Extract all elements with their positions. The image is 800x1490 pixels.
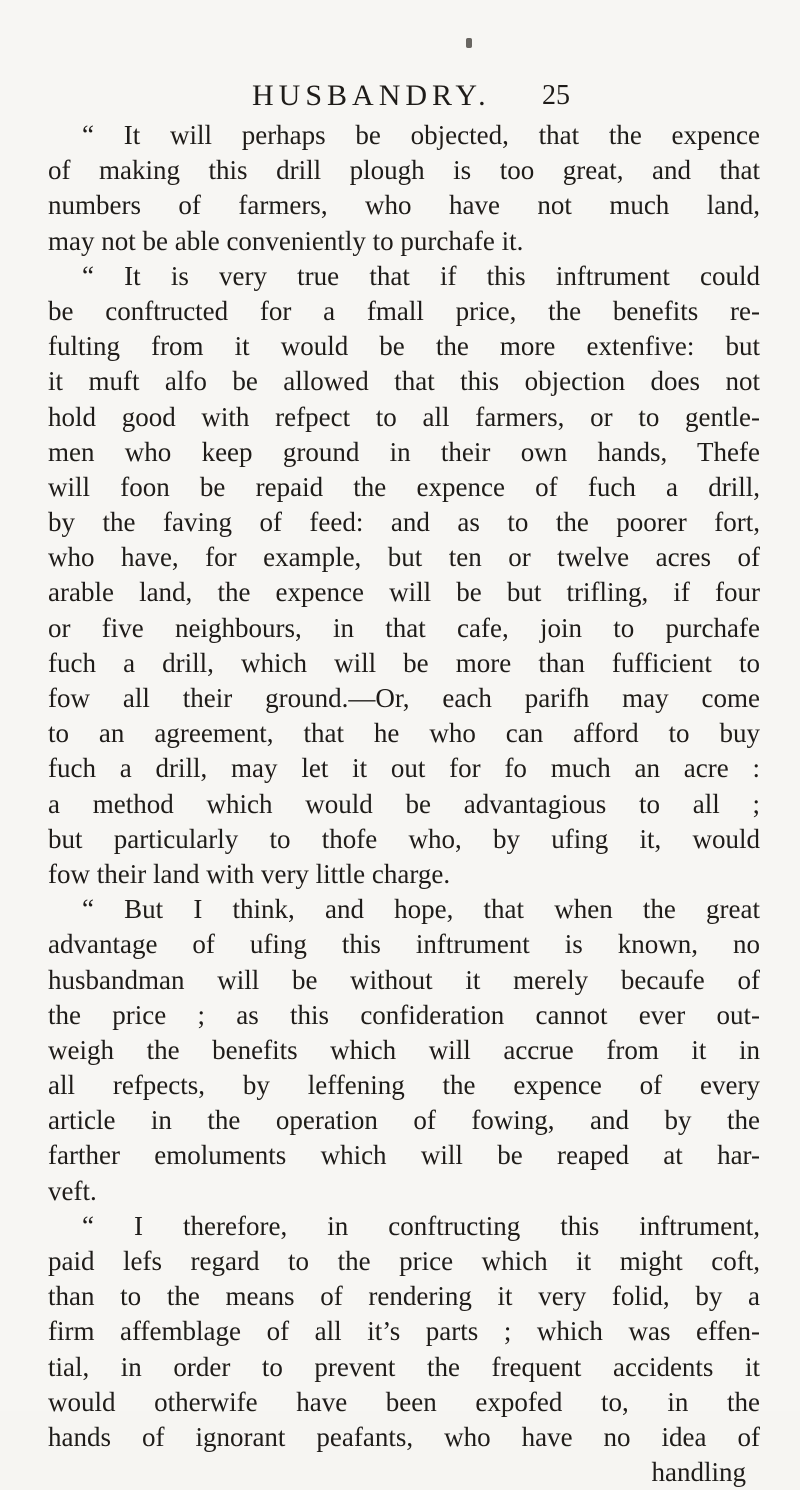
text-line: fow their land with very little charge.: [48, 858, 451, 889]
text-line: “ It is very true that if this inftrument could: [82, 260, 760, 291]
text-line: the price ; as this confideration cannot ever out-: [48, 999, 760, 1030]
text-line: all refpects, by leffening the expence of every: [48, 1070, 760, 1101]
text-line: firm affemblage of all it’s parts ; which was effen-: [48, 1316, 760, 1347]
text-line: advantage of ufing this inftrument is known, no: [48, 929, 760, 960]
text-line: weigh the benefits which will accrue from it in: [48, 1034, 760, 1065]
text-line: husbandman will be without it merely becaufe of: [48, 964, 760, 995]
running-head: HUSBANDRY.: [252, 79, 491, 112]
text-line: paid lefs regard to the price which it might coft,: [48, 1246, 760, 1276]
text-line: fulting from it would be the more extenfive: but: [48, 331, 760, 362]
text-line: “ But I think, and hope, that when the great: [82, 894, 760, 925]
text-line: by the faving of feed: and as to the poorer fort,: [48, 507, 760, 538]
text-line: hands of ignorant peafants, who have no idea of: [48, 1421, 760, 1452]
text-line: a method which would be advantagious to all ;: [48, 788, 760, 819]
text-line: numbers of farmers, who have not much land,: [48, 190, 760, 221]
text-line: arable land, the expence will be but trifling, if four: [48, 577, 760, 608]
text-line: would otherwife have been expofed to, in the: [48, 1386, 760, 1417]
text-line: will foon be repaid the expence of fuch a drill,: [48, 471, 760, 502]
text-line: men who keep ground in their own hands, Thefe: [48, 436, 760, 467]
text-line: “ I therefore, in conftructing this inftrument,: [82, 1210, 760, 1241]
page-number: 25: [542, 80, 570, 111]
catchword: handling: [651, 1457, 746, 1488]
text-line: may not be able conveniently to purchafe it.: [48, 225, 524, 256]
text-line: tial, in order to prevent the frequent accidents it: [48, 1351, 760, 1382]
text-line: fuch a drill, may let it out for fo much an acre :: [48, 753, 760, 784]
text-line: than to the means of rendering it very folid, by a: [48, 1281, 760, 1312]
text-line: hold good with refpect to all farmers, or to gentle-: [48, 401, 760, 432]
text-line: to an agreement, that he who can afford to buy: [48, 718, 760, 749]
text-line: who have, for example, but ten or twelve acres of: [48, 542, 760, 573]
page-header: [252, 76, 572, 116]
ink-mark: [466, 38, 472, 48]
text-line: fuch a drill, which will be more than fufficient to: [48, 647, 760, 678]
text-line: farther emoluments which will be reaped at har-: [48, 1140, 760, 1171]
text-line: it muft alfo be allowed that this objection does not: [48, 366, 760, 397]
body-text: [48, 118, 760, 1490]
text-line: “ It will perhaps be objected, that the expence: [82, 120, 760, 150]
text-line: fow all their ground.—Or, each parifh may come: [48, 683, 760, 713]
text-line: of making this drill plough is too great, and that: [48, 155, 760, 186]
text-line: article in the operation of fowing, and by the: [48, 1105, 760, 1136]
text-line: or five neighbours, in that cafe, join to purchafe: [48, 612, 760, 643]
text-line: be conftructed for a fmall price, the benefits re-: [48, 295, 760, 326]
text-line: veft.: [48, 1175, 97, 1206]
text-line: but particularly to thofe who, by ufing it, would: [48, 823, 760, 854]
